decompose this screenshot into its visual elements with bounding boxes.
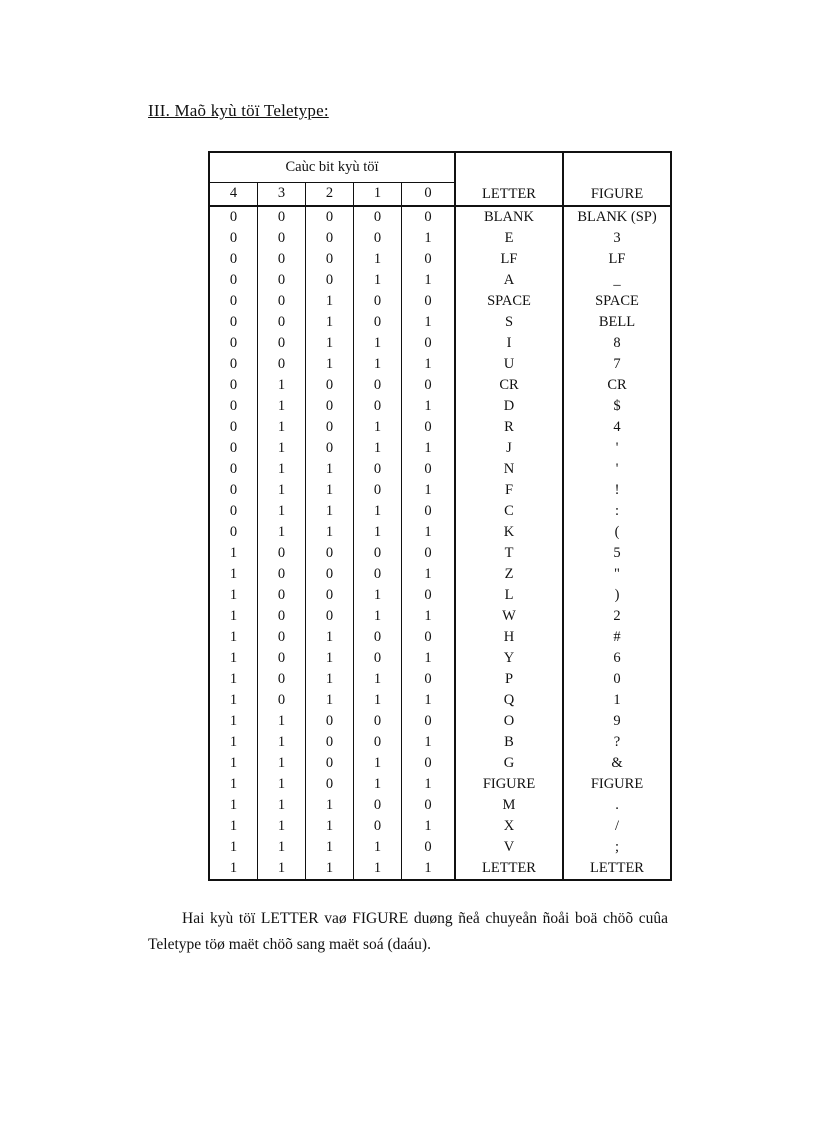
bit-cell: 0	[354, 795, 402, 816]
bit-cell: 0	[209, 375, 258, 396]
bit-cell: 1	[354, 690, 402, 711]
bit-cell: 1	[306, 312, 354, 333]
bit-cell: 0	[354, 648, 402, 669]
figure-cell: '	[563, 438, 671, 459]
table-row	[209, 753, 671, 774]
bit-cell: 0	[306, 753, 354, 774]
bit-cell: 1	[209, 648, 258, 669]
bit-cell: 1	[258, 753, 306, 774]
bit-cell: 0	[258, 333, 306, 354]
figure-cell: .	[563, 795, 671, 816]
bit-cell: 0	[402, 711, 456, 732]
bit-cell: 0	[306, 564, 354, 585]
bit-2-header: 2	[306, 182, 354, 206]
figure-cell: ?	[563, 732, 671, 753]
bit-cell: 1	[258, 711, 306, 732]
letter-cell: G	[455, 753, 563, 774]
bit-cell: 1	[354, 501, 402, 522]
letter-cell: Y	[455, 648, 563, 669]
bit-cell: 0	[306, 438, 354, 459]
bit-cell: 0	[209, 459, 258, 480]
footnote-paragraph	[148, 906, 668, 958]
letter-cell: F	[455, 480, 563, 501]
code-table-body	[209, 206, 671, 880]
bit-cell: 1	[402, 564, 456, 585]
bit-cell: 0	[354, 480, 402, 501]
bit-cell: 0	[306, 417, 354, 438]
table-row	[209, 228, 671, 249]
table-row	[209, 206, 671, 228]
letter-cell: E	[455, 228, 563, 249]
bit-cell: 1	[258, 774, 306, 795]
bit-cell: 1	[354, 858, 402, 880]
figure-cell: 7	[563, 354, 671, 375]
bit-cell: 0	[402, 627, 456, 648]
bit-cell: 1	[306, 501, 354, 522]
bit-0-header: 0	[402, 182, 456, 206]
bit-3-header: 3	[258, 182, 306, 206]
table-row	[209, 816, 671, 837]
bit-cell: 0	[209, 522, 258, 543]
bit-cell: 1	[354, 669, 402, 690]
bit-cell: 1	[306, 459, 354, 480]
bit-cell: 1	[402, 396, 456, 417]
bit-cell: 1	[402, 858, 456, 880]
bit-cell: 1	[306, 522, 354, 543]
bit-cell: 0	[354, 564, 402, 585]
letter-cell: M	[455, 795, 563, 816]
bit-cell: 0	[306, 732, 354, 753]
figure-cell: !	[563, 480, 671, 501]
letter-cell: LETTER	[455, 858, 563, 880]
bit-cell: 1	[258, 396, 306, 417]
table-row	[209, 522, 671, 543]
table-row	[209, 480, 671, 501]
bit-cell: 1	[258, 417, 306, 438]
figure-cell: BELL	[563, 312, 671, 333]
bit-cell: 1	[354, 333, 402, 354]
bit-cell: 0	[402, 585, 456, 606]
bit-cell: 1	[306, 858, 354, 880]
table-row	[209, 459, 671, 480]
bit-cell: 1	[209, 774, 258, 795]
figure-cell: 5	[563, 543, 671, 564]
bit-cell: 0	[402, 501, 456, 522]
figure-cell: BLANK (SP)	[563, 206, 671, 228]
bit-cell: 0	[209, 206, 258, 228]
bit-cell: 1	[354, 354, 402, 375]
figure-cell: /	[563, 816, 671, 837]
figure-cell: 1	[563, 690, 671, 711]
bit-cell: 0	[402, 753, 456, 774]
bit-cell: 1	[209, 585, 258, 606]
bit-cell: 0	[258, 291, 306, 312]
bit-cell: 1	[209, 816, 258, 837]
bit-cell: 1	[209, 543, 258, 564]
table-row	[209, 732, 671, 753]
letter-cell: BLANK	[455, 206, 563, 228]
table-row	[209, 270, 671, 291]
letter-cell: V	[455, 837, 563, 858]
letter-cell: CR	[455, 375, 563, 396]
bit-cell: 0	[402, 206, 456, 228]
table-row	[209, 669, 671, 690]
table-row	[209, 249, 671, 270]
bit-cell: 0	[354, 816, 402, 837]
bit-cell: 0	[354, 732, 402, 753]
letter-cell: D	[455, 396, 563, 417]
bit-cell: 0	[402, 249, 456, 270]
figure-cell: $	[563, 396, 671, 417]
table-row	[209, 417, 671, 438]
bit-cell: 1	[354, 585, 402, 606]
bit-cell: 0	[306, 249, 354, 270]
bit-cell: 1	[354, 606, 402, 627]
bit-4-header: 4	[209, 182, 258, 206]
bit-cell: 1	[306, 627, 354, 648]
figure-cell: 8	[563, 333, 671, 354]
figure-column-header: FIGURE	[563, 152, 671, 206]
bit-cell: 1	[402, 690, 456, 711]
bit-cell: 1	[258, 858, 306, 880]
figure-cell: ;	[563, 837, 671, 858]
figure-cell: )	[563, 585, 671, 606]
table-row	[209, 564, 671, 585]
bit-cell: 0	[306, 606, 354, 627]
bit-cell: 0	[258, 354, 306, 375]
bit-cell: 1	[306, 648, 354, 669]
bit-cell: 1	[258, 816, 306, 837]
bit-cell: 1	[354, 438, 402, 459]
letter-cell: U	[455, 354, 563, 375]
bit-cell: 1	[209, 627, 258, 648]
table-row	[209, 375, 671, 396]
figure-cell: LETTER	[563, 858, 671, 880]
bit-cell: 1	[402, 438, 456, 459]
bit-cell: 0	[209, 438, 258, 459]
letter-cell: B	[455, 732, 563, 753]
table-row	[209, 291, 671, 312]
bit-cell: 0	[402, 795, 456, 816]
table-row	[209, 543, 671, 564]
figure-cell: _	[563, 270, 671, 291]
bit-cell: 1	[402, 354, 456, 375]
bit-cell: 0	[402, 543, 456, 564]
letter-cell: N	[455, 459, 563, 480]
table-row	[209, 585, 671, 606]
bit-cell: 1	[354, 522, 402, 543]
letter-cell: Z	[455, 564, 563, 585]
bit-cell: 1	[402, 774, 456, 795]
bit-cell: 0	[258, 690, 306, 711]
bit-cell: 0	[354, 206, 402, 228]
bit-cell: 1	[258, 375, 306, 396]
bit-cell: 0	[354, 627, 402, 648]
figure-cell: 0	[563, 669, 671, 690]
bit-cell: 1	[209, 732, 258, 753]
table-row	[209, 312, 671, 333]
bit-cell: 0	[209, 249, 258, 270]
table-row	[209, 333, 671, 354]
bit-cell: 0	[258, 627, 306, 648]
bit-cell: 0	[258, 312, 306, 333]
bit-group-header: Caùc bit kyù töï	[209, 152, 455, 182]
table-row	[209, 648, 671, 669]
bit-cell: 1	[209, 795, 258, 816]
bit-cell: 0	[306, 228, 354, 249]
bit-cell: 1	[209, 669, 258, 690]
figure-cell: 2	[563, 606, 671, 627]
bit-cell: 0	[209, 354, 258, 375]
bit-cell: 0	[354, 396, 402, 417]
bit-cell: 1	[209, 858, 258, 880]
bit-cell: 1	[402, 480, 456, 501]
bit-cell: 1	[354, 417, 402, 438]
figure-cell: 6	[563, 648, 671, 669]
bit-cell: 0	[258, 585, 306, 606]
bit-cell: 0	[402, 669, 456, 690]
letter-cell: LF	[455, 249, 563, 270]
bit-cell: 0	[258, 249, 306, 270]
bit-cell: 0	[209, 417, 258, 438]
bit-cell: 1	[354, 837, 402, 858]
bit-cell: 1	[209, 837, 258, 858]
bit-cell: 1	[402, 312, 456, 333]
bit-cell: 0	[209, 480, 258, 501]
bit-cell: 1	[258, 732, 306, 753]
figure-cell: SPACE	[563, 291, 671, 312]
bit-cell: 0	[258, 564, 306, 585]
bit-cell: 0	[209, 270, 258, 291]
bit-cell: 1	[306, 291, 354, 312]
bit-cell: 0	[402, 375, 456, 396]
table-row	[209, 606, 671, 627]
bit-cell: 1	[306, 837, 354, 858]
table-row	[209, 858, 671, 880]
figure-cell: :	[563, 501, 671, 522]
bit-cell: 1	[402, 648, 456, 669]
bit-cell: 1	[402, 732, 456, 753]
letter-cell: R	[455, 417, 563, 438]
bit-cell: 0	[258, 543, 306, 564]
bit-cell: 0	[209, 291, 258, 312]
table-row	[209, 501, 671, 522]
letter-cell: J	[455, 438, 563, 459]
table-row	[209, 690, 671, 711]
bit-cell: 1	[354, 774, 402, 795]
bit-cell: 0	[402, 417, 456, 438]
letter-cell: C	[455, 501, 563, 522]
bit-cell: 0	[402, 291, 456, 312]
bit-cell: 1	[354, 249, 402, 270]
letter-cell: K	[455, 522, 563, 543]
bit-cell: 1	[402, 228, 456, 249]
bit-cell: 1	[258, 837, 306, 858]
section-heading: III. Maõ kyù töï Teletype:	[148, 101, 329, 120]
letter-cell: O	[455, 711, 563, 732]
bit-cell: 0	[306, 375, 354, 396]
footnote-text: Hai kyù töï LETTER vaø FIGURE duøng ñeå chuyeån ñoåi boä chöõ cuûa Teletype töø maët chöõ sang maët soá (daáu).	[148, 910, 668, 953]
bit-cell: 0	[258, 270, 306, 291]
bit-cell: 0	[209, 501, 258, 522]
bit-cell: 1	[402, 816, 456, 837]
bit-cell: 0	[306, 270, 354, 291]
bit-cell: 0	[354, 312, 402, 333]
bit-cell: 0	[354, 291, 402, 312]
bit-cell: 0	[209, 312, 258, 333]
bit-cell: 0	[354, 459, 402, 480]
bit-cell: 1	[209, 690, 258, 711]
letter-cell: T	[455, 543, 563, 564]
bit-cell: 1	[258, 795, 306, 816]
figure-cell: "	[563, 564, 671, 585]
table-row	[209, 627, 671, 648]
letter-cell: FIGURE	[455, 774, 563, 795]
bit-cell: 1	[209, 606, 258, 627]
table-row	[209, 837, 671, 858]
figure-cell: LF	[563, 249, 671, 270]
table-row	[209, 774, 671, 795]
bit-cell: 0	[354, 543, 402, 564]
table-row	[209, 354, 671, 375]
letter-cell: X	[455, 816, 563, 837]
bit-cell: 1	[209, 564, 258, 585]
bit-cell: 0	[354, 228, 402, 249]
bit-cell: 0	[258, 206, 306, 228]
letter-cell: P	[455, 669, 563, 690]
letter-cell: S	[455, 312, 563, 333]
letter-column-header: LETTER	[455, 152, 563, 206]
bit-cell: 0	[209, 396, 258, 417]
bit-cell: 0	[306, 543, 354, 564]
bit-cell: 0	[209, 333, 258, 354]
bit-cell: 1	[354, 753, 402, 774]
teletype-code-table	[208, 151, 672, 881]
letter-cell: W	[455, 606, 563, 627]
bit-cell: 1	[402, 522, 456, 543]
bit-cell: 1	[306, 795, 354, 816]
letter-cell: I	[455, 333, 563, 354]
bit-cell: 0	[209, 228, 258, 249]
bit-cell: 1	[306, 354, 354, 375]
bit-cell: 1	[258, 501, 306, 522]
bit-cell: 1	[306, 816, 354, 837]
figure-cell: #	[563, 627, 671, 648]
bit-cell: 1	[258, 522, 306, 543]
bit-cell: 1	[258, 459, 306, 480]
figure-cell: &	[563, 753, 671, 774]
bit-cell: 0	[306, 585, 354, 606]
figure-cell: (	[563, 522, 671, 543]
bit-cell: 1	[209, 753, 258, 774]
bit-cell: 1	[354, 270, 402, 291]
bit-cell: 1	[306, 480, 354, 501]
letter-cell: A	[455, 270, 563, 291]
bit-cell: 0	[402, 837, 456, 858]
bit-cell: 1	[258, 438, 306, 459]
letter-cell: L	[455, 585, 563, 606]
letter-cell: SPACE	[455, 291, 563, 312]
bit-cell: 1	[306, 669, 354, 690]
figure-cell: CR	[563, 375, 671, 396]
table-row	[209, 795, 671, 816]
table-row	[209, 438, 671, 459]
bit-cell: 0	[306, 774, 354, 795]
bit-cell: 0	[306, 206, 354, 228]
figure-cell: '	[563, 459, 671, 480]
bit-cell: 0	[306, 396, 354, 417]
letter-cell: Q	[455, 690, 563, 711]
bit-cell: 0	[258, 648, 306, 669]
bit-cell: 0	[402, 333, 456, 354]
bit-cell: 1	[402, 270, 456, 291]
bit-cell: 0	[354, 375, 402, 396]
bit-cell: 0	[258, 606, 306, 627]
bit-cell: 1	[209, 711, 258, 732]
bit-cell: 0	[306, 711, 354, 732]
bit-cell: 0	[354, 711, 402, 732]
bit-cell: 1	[402, 606, 456, 627]
table-row	[209, 711, 671, 732]
bit-cell: 1	[306, 690, 354, 711]
figure-cell: 4	[563, 417, 671, 438]
figure-cell: 9	[563, 711, 671, 732]
figure-cell: 3	[563, 228, 671, 249]
table-row	[209, 396, 671, 417]
bit-cell: 1	[306, 333, 354, 354]
bit-cell: 0	[258, 228, 306, 249]
bit-cell: 0	[258, 669, 306, 690]
figure-cell: FIGURE	[563, 774, 671, 795]
letter-cell: H	[455, 627, 563, 648]
bit-cell: 0	[402, 459, 456, 480]
bit-1-header: 1	[354, 182, 402, 206]
bit-cell: 1	[258, 480, 306, 501]
